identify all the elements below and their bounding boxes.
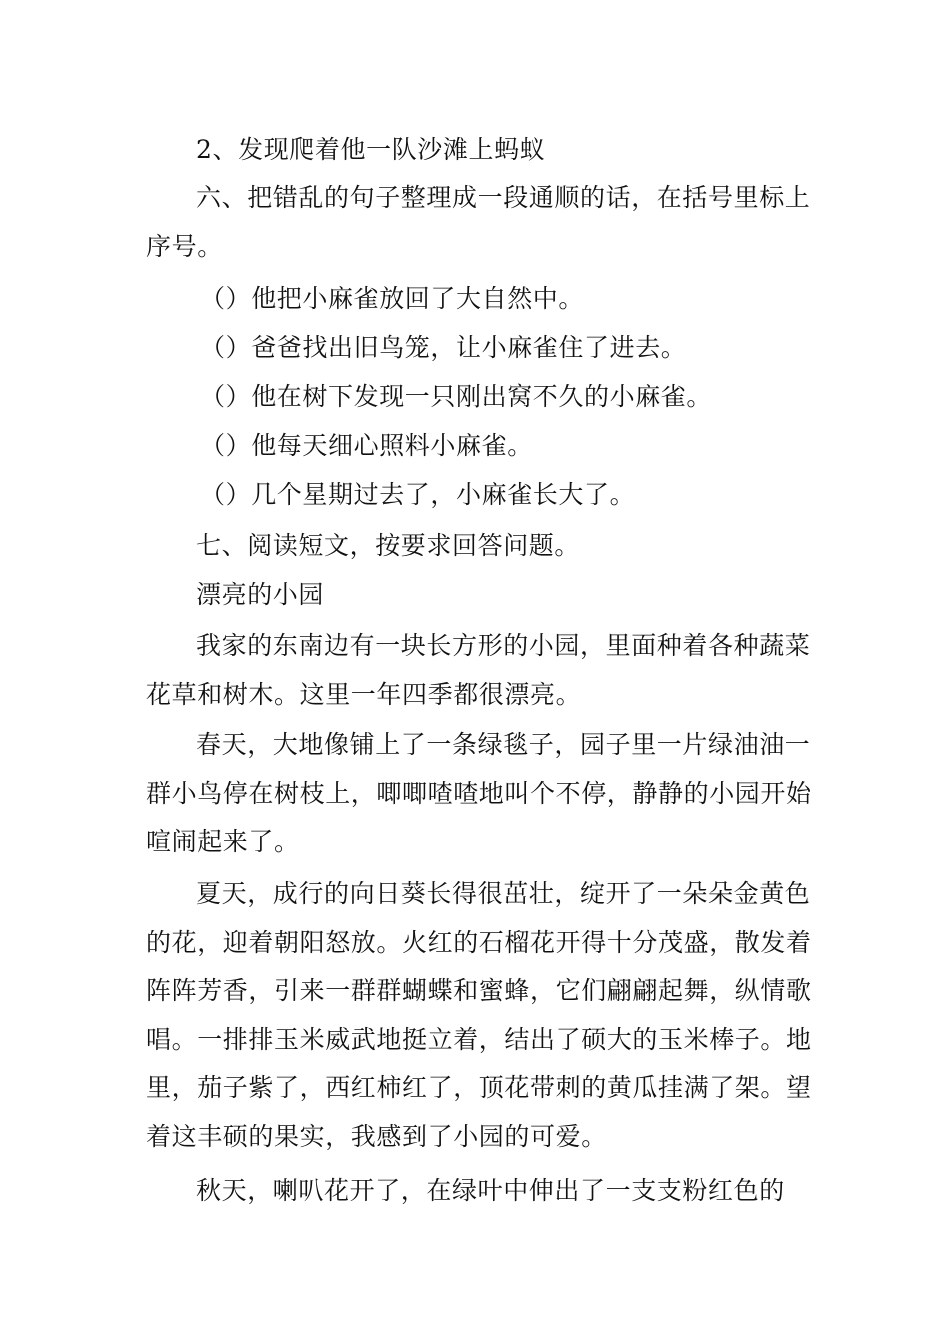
question-6-option: （）他每天细心照料小麻雀。 [200,431,533,460]
passage-paragraph: 夏天，成行的向日葵长得很茁壮，绽开了一朵朵金黄色的花，迎着朝阳怒放。火红的石榴花开得十分茂盛，散发着阵阵芳香，引来一群群蝴蝶和蜜蜂，它们翩翩起舞，纵情歌唱。一排排玉米威武地挺立着，结出了硕大的玉米棒子。地里，茄子紫了，西红柿红了，顶花带刺的黄瓜挂满了架。望着这丰硕的果实，我感到了小园的可爱。 [146,879,812,1151]
passage-paragraph: 我家的东南边有一块长方形的小园，里面种着各种蔬菜花草和树木。这里一年四季都很漂亮。 [146,631,811,709]
passage-paragraph: 秋天，喇叭花开了，在绿叶中伸出了一支支粉红色的 [196,1176,785,1205]
passage-paragraph: 春天，大地像铺上了一条绿毯子，园子里一片绿油油一群小鸟停在树枝上，唧唧喳喳地叫个不停，静静的小园开始喧闹起来了。 [146,730,812,856]
passage-title: 漂亮的小园 [196,580,325,609]
question-6-option: （）爸爸找出旧鸟笼，让小麻雀住了进去。 [200,333,687,362]
question-6-option: （）几个星期过去了，小麻雀长大了。 [200,480,636,509]
question-6-option: （）他把小麻雀放回了大自然中。 [200,284,585,313]
question-6-option: （）他在树下发现一只刚出窝不久的小麻雀。 [200,382,713,411]
question-7-heading: 七、阅读短文，按要求回答问题。 [196,531,581,560]
question-5-item-2: 2、发现爬着他一队沙滩上蚂蚁 [196,135,546,164]
question-6-heading: 六、把错乱的句子整理成一段通顺的话，在括号里标上序号。 [146,183,811,261]
